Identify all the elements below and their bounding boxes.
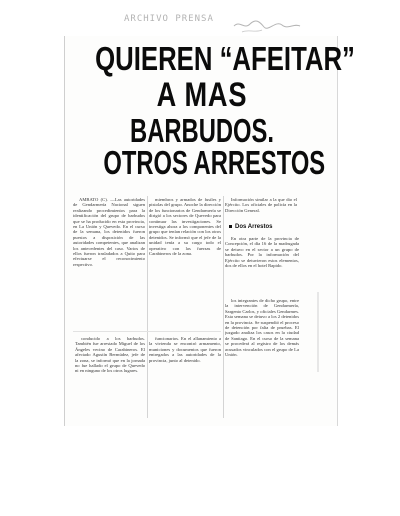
article-paragraph: AMBATO (C). —Las autoridades de Gendarmería Nacional siguen realizando procedimientos para la identificación del grupo de barbudos que se ha producido en esta provincia, en La Unión y Quevedo. En el curso de la semana, los detenidos fueron puestos a disposición de las autoridades competentes, que analizan los antecedentes del caso. Varios de ellos fueron trasladados a Quito para efectuarse el reconocimiento respectivo. <box>73 197 145 267</box>
bullet-icon <box>229 225 232 228</box>
section-rule <box>73 331 221 332</box>
column-rule <box>223 196 224 418</box>
headline-line-2: A MAS <box>156 76 248 114</box>
subheading-text: Dos Arrestos <box>235 224 273 230</box>
article-paragraph: conducido a los barbudos. También fue arrestado Miguel de los Ángeles vecino de Carabineros. El afectado Agustín Bermúdez, jefe de la zona, se informó que en la jornada no fue hallado el grupo de Quevedo ni en ninguno de los otros lugares. <box>75 336 145 374</box>
article-paragraph: los integrantes de dicho grupo, entre la intervención de Gendarmería, Sargento Carlos, y oficiales Gendarmes. Esta semana se detuvo a los 2 detenidos en la provincia. Se suspendió el proceso de detención por falta de pruebas. El juzgado analiza los casos en la ciudad de Santiago. En el curso de la semana se procederá al registro de los demás acusados vinculados con el grupo de La Unión. <box>225 298 299 358</box>
handwritten-mark <box>232 14 302 36</box>
scan-smudge <box>317 292 319 372</box>
article-column-3-top <box>225 197 297 219</box>
headline-line-4: OTROS ARRESTOS <box>103 144 326 181</box>
article-column-3-bottom <box>225 298 299 408</box>
article-column-2-bottom <box>149 336 221 416</box>
article-column-3-mid <box>225 236 299 292</box>
article-paragraph: En otra parte de la provincia de Concepción, el día 16 de la madrugada se detuvo en el sector a un grupo de barbudos. Por la información del Ejército se detuvieron estos elementos, dos de ellos en el hotel Rapido. <box>225 236 299 269</box>
archive-stamp: ARCHIVO PRENSA <box>124 14 214 24</box>
article-paragraph: miembros y armados de fusiles y pistolas del grupo. Anoche la dirección de los funcionarios de Gendarmería se dirigió a los sectores de Quevedo para continuar las investigaciones. Se investiga ahora a los componentes del grupo que tenían relación con los otros detenidos. Se informó que el jefe de la unidad tenía a su cargo todo el operativo con las fuerzas de Carabineros de la zona. <box>149 197 221 257</box>
article-column-2 <box>149 197 221 329</box>
subheading <box>229 224 301 232</box>
article-paragraph: Información similar a la que dio el Ejército. Los oficiales de policía en la Dirección General. <box>225 197 297 213</box>
article-column-1-bottom <box>75 336 145 416</box>
headline-line-1: QUIEREN “AFEITAR” <box>95 40 355 77</box>
article-paragraph: funcionarios. En el allanamiento a la vivienda se encontró armamento, municiones y documentos que fueron entregados a las autoridades de la provincia, junto al detenido. <box>149 336 221 363</box>
article-column-1 <box>73 197 145 329</box>
headline-line-3: BARBUDOS. <box>130 112 274 149</box>
newspaper-clipping <box>64 36 355 426</box>
column-rule <box>147 196 148 418</box>
